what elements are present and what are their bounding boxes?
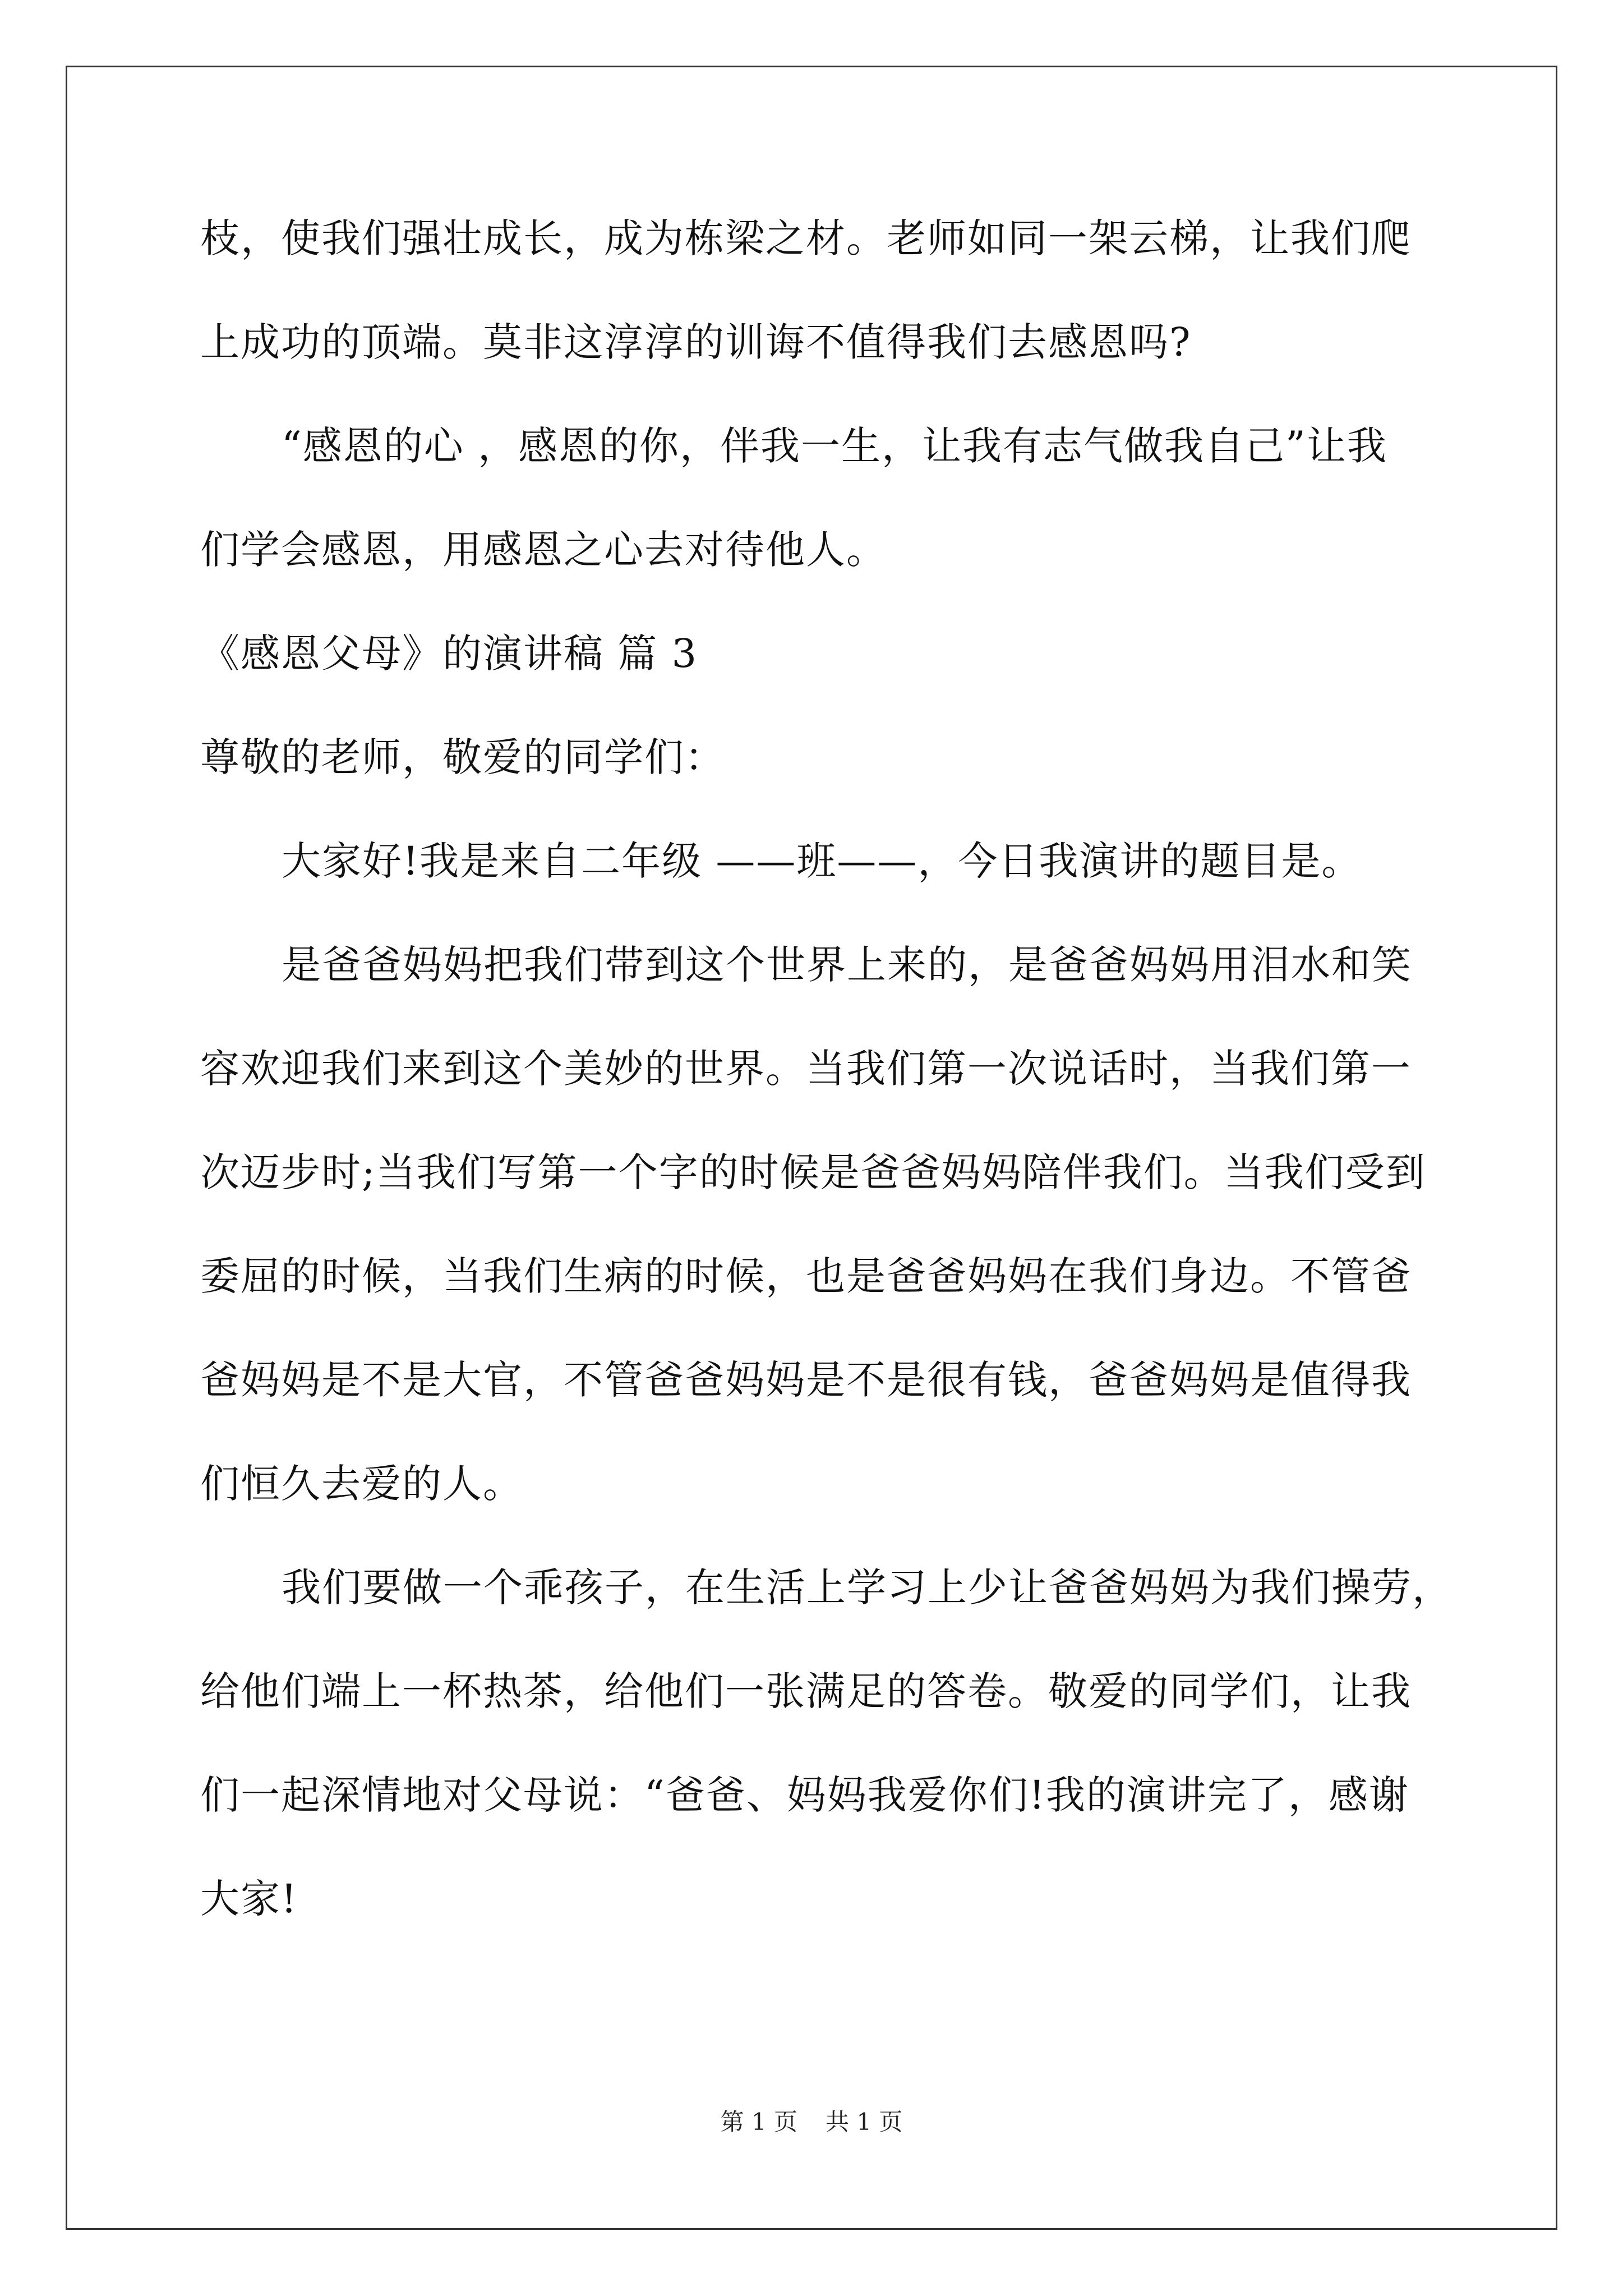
- greeting-line: 大家好!我是来自二年级 ——班——，今日我演讲的题目是。: [282, 838, 1362, 884]
- paragraph-line: 上成功的顶端。莫非这淳淳的训诲不值得我们去感恩吗?: [200, 319, 1192, 365]
- paragraph-line: 们学会感恩，用感恩之心去对待他人。: [200, 527, 887, 573]
- paragraph-line: 我们要做一个乖孩子，在生活上学习上少让爸爸妈妈为我们操劳，: [282, 1565, 1453, 1611]
- paragraph-line: 爸妈妈是不是大官，不管爸爸妈妈是不是很有钱，爸爸妈妈是值得我: [200, 1357, 1412, 1403]
- section-heading: 《感恩父母》的演讲稿 篇 3: [200, 631, 698, 677]
- page-total: 共 1 页: [826, 2108, 903, 2136]
- paragraph-line: 次迈步时;当我们写第一个字的时候是爸爸妈妈陪伴我们。当我们受到: [200, 1149, 1426, 1195]
- paragraph-line: 是爸爸妈妈把我们带到这个世界上来的，是爸爸妈妈用泪水和笑: [282, 942, 1412, 988]
- paragraph-line: 容欢迎我们来到这个美妙的世界。当我们第一次说话时，当我们第一: [200, 1046, 1412, 1092]
- paragraph-line: 大家!: [200, 1876, 298, 1922]
- paragraph-line: 们恒久去爱的人。: [200, 1461, 523, 1507]
- page-footer: [0, 2104, 1623, 2137]
- paragraph-line: 们一起深情地对父母说：“爸爸、妈妈我爱你们!我的演讲完了，感谢: [200, 1772, 1409, 1818]
- paragraph-line: 枝，使我们强壮成长，成为栋梁之材。老师如同一架云梯，让我们爬: [200, 215, 1412, 261]
- salutation-line: 尊敬的老师，敬爱的同学们：: [200, 734, 725, 780]
- page-number: 第 1 页: [720, 2108, 797, 2136]
- paragraph-line: 委屈的时候，当我们生病的时候，也是爸爸妈妈在我们身边。不管爸: [200, 1253, 1412, 1299]
- paragraph-line: 给他们端上一杯热茶，给他们一张满足的答卷。敬爱的同学们，让我: [200, 1668, 1412, 1714]
- quote-line: “感恩的心 ，感恩的你，伴我一生，让我有志气做我自己”让我: [282, 423, 1387, 469]
